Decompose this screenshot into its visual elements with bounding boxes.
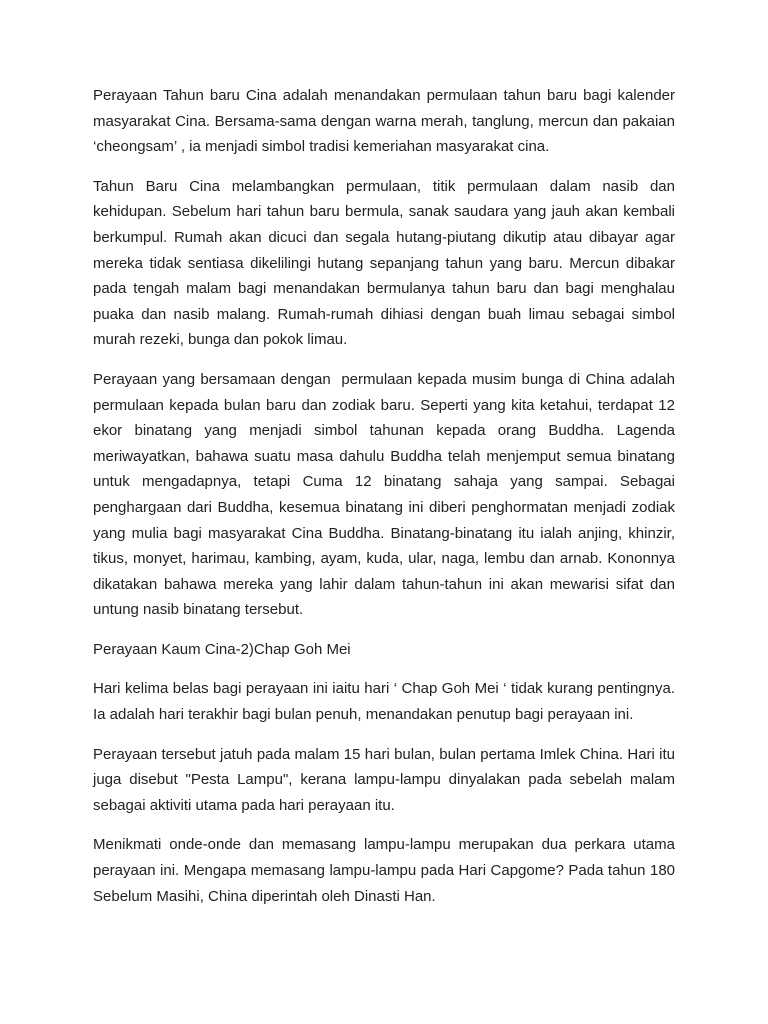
section-heading-chap-goh-mei: Perayaan Kaum Cina-2)Chap Goh Mei	[93, 640, 351, 658]
paragraph-chap-goh-mei-intro: Hari kelima belas bagi perayaan ini iaitu hari ‘ Chap Goh Mei ‘ tidak kurang pentingnya. Ia adalah hari terakhir bagi bulan penuh, menandakan penutup bagi perayaan ini.	[93, 680, 680, 724]
paragraph-lantern-festival: Perayaan tersebut jatuh pada malam 15 hari bulan, bulan pertama Imlek China. Hari itu juga disebut "Pesta Lampu", kerana lampu-lampu dinyalakan pada sebelah malam sebagai aktiviti utama pada hari perayaan itu.	[93, 745, 680, 814]
document-body	[93, 83, 680, 923]
paragraph-new-year-intro: Perayaan Tahun baru Cina adalah menandakan permulaan tahun baru bagi kalender masyarakat Cina. Bersama-sama dengan warna merah, tanglung, mercun dan pakaian ‘cheongsam’ , ia menjadi simbol tradisi kemeriahan masyarakat cina.	[93, 87, 680, 156]
paragraph-onde-onde: Menikmati onde-onde dan memasang lampu-lampu merupakan dua perkara utama perayaan ini. Mengapa memasang lampu-lampu pada Hari Capgome? Pada tahun 180 Sebelum Masihi, China diperintah oleh Dinasti Han.	[93, 836, 680, 905]
paragraph-new-year-meaning: Tahun Baru Cina melambangkan permulaan, titik permulaan dalam nasib dan kehidupan. Sebelum hari tahun baru bermula, sanak saudara yang jauh akan kembali berkumpul. Rumah akan dicuci dan segala hutang-piutang dikutip atau dibayar agar mereka tidak sentiasa dikelilingi hutang sepanjang tahun yang baru. Mercun dibakar pada tengah malam bagi menandakan bermulanya tahun baru dan bagi menghalau puaka dan nasib malang. Rumah-rumah dihiasi dengan buah limau sebagai simbol murah rezeki, bunga dan pokok limau.	[93, 177, 680, 349]
paragraph-zodiac: Perayaan yang bersamaan dengan permulaan kepada musim bunga di China adalah permulaan kepada bulan baru dan zodiak baru. Seperti yang kita ketahui, terdapat 12 ekor binatang yang menjadi simbol tahunan kepada orang Buddha. Lagenda meriwayatkan, bahawa suatu masa dahulu Buddha telah menjemput semua binatang untuk mengadapnya, tetapi Cuma 12 binatang sahaja yang sampai. Sebagai penghargaan dari Buddha, kesemua binatang ini diberi penghormatan menjadi zodiak yang mulia bagi masyarakat Cina Buddha. Binatang-binatang itu ialah anjing, khinzir, tikus, monyet, harimau, kambing, ayam, kuda, ular, naga, lembu dan arnab. Kononnya dikatakan bahawa mereka yang lahir dalam tahun-tahun ini akan mewarisi sifat dan untung nasib binatang tersebut.	[93, 370, 680, 619]
